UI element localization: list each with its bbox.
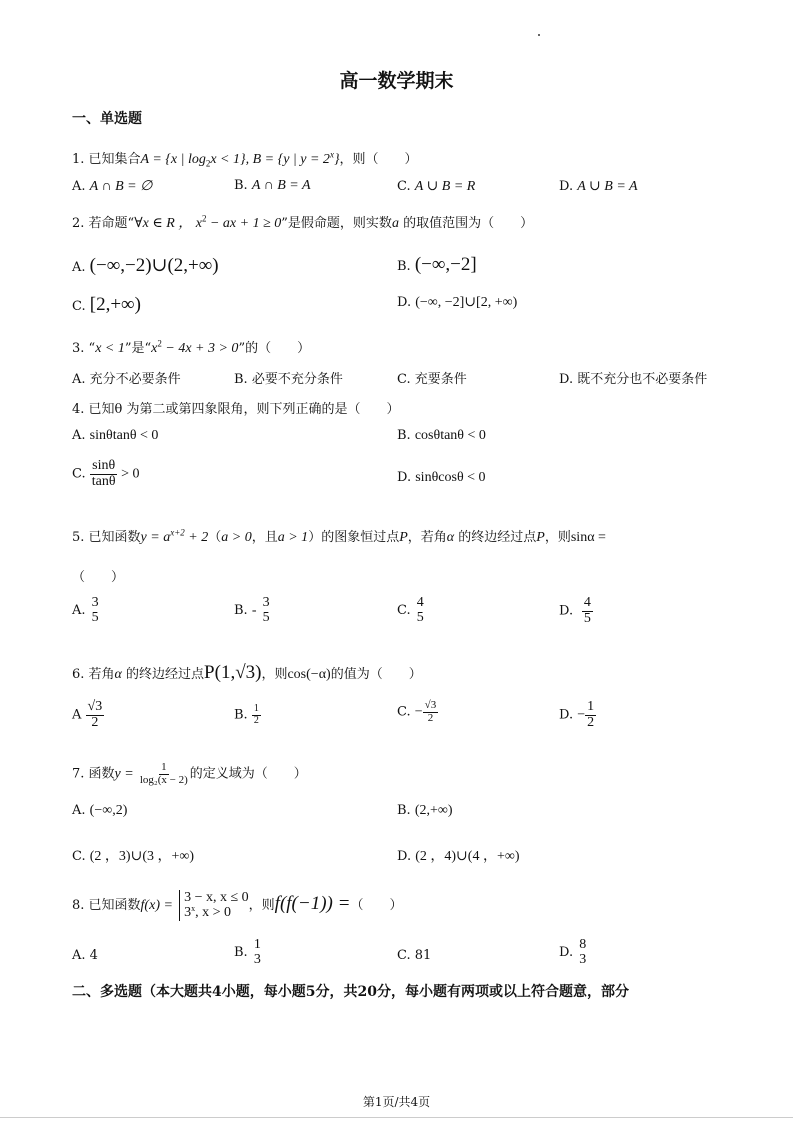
page-title: 高一数学期末: [339, 70, 454, 92]
question-4-stem: 4. 已知θ 为第二或第四象限角，则下列正确的是（ ）: [72, 402, 400, 417]
question-6-option-a: A $\frac{√3}{2}$: [72, 699, 103, 730]
section-heading-single-choice: 一、单选题: [72, 111, 142, 127]
page-footer: 第1页/共4页: [362, 1095, 431, 1109]
bottom-divider: [0, 1117, 793, 1118]
question-7-option-d: D. (2 ，4)∪(4 ，+∞): [397, 849, 520, 864]
question-2-option-c: C. [2,+∞): [72, 294, 141, 315]
question-5-option-b: B. - 3 5: [234, 595, 270, 625]
question-3-stem: 3. “x < 1”是“$x^2 - 4x + 3 > 0$”的（ ）: [72, 338, 311, 356]
question-3-option-c: C. 充要条件: [397, 372, 467, 387]
question-1-option-b: B. A ∩ B = A: [234, 178, 311, 193]
question-5-option-a: A. 3 5: [72, 595, 99, 625]
question-7-stem: 7. 函数y = $\frac{1}{\text{log₂(x − 2)}}$ 的定义域为（ ）: [72, 761, 307, 786]
section-heading-multiple-choice: 二、多选题（本大题共4小题，每小题5分，共20分，每小题有两项或以上符合题意，部分: [72, 984, 629, 1000]
question-2-stem: 2. 若命题“∀x ∈ R ， $x^2$ − ax + 1 ≥ 0”是假命题，则实数a 的取值范围为（ ）: [72, 213, 534, 231]
question-5-stem: 5. 已知函数$y = a^{x+2} + 2(a > 0$，且a > 1）的图象恒过点P，若角α 的终边经过点P，则sinα =: [72, 527, 606, 545]
question-1-option-c: C. A ∪ B = R: [397, 179, 476, 194]
question-2-option-a: A. (−∞,−2)∪(2,+∞): [72, 255, 219, 276]
piecewise-cases: 3 − x, x ≤ 0 3$^x$, x > 0: [179, 890, 249, 921]
question-4-option-b: B. cosθtanθ < 0: [397, 428, 486, 443]
question-5-stem-line2: （ ）: [72, 570, 125, 585]
stray-dot: [538, 34, 540, 36]
question-8-option-d: D. 8 3: [559, 937, 587, 967]
question-2-option-b: B. (−∞,−2]: [397, 254, 477, 275]
question-2-option-d: D. (−∞, −2]∪[2, +∞): [397, 295, 518, 310]
question-5-option-d: D. $\frac{4}{5}$: [559, 595, 591, 626]
question-1-option-a: A. A ∩ B = ∅: [72, 179, 153, 194]
question-3-option-a: A. 充分不必要条件: [72, 372, 181, 387]
question-6-stem: 6. 若角α 的终边经过点P(1,√3)，则cos(−α)的值为（ ）: [72, 662, 422, 683]
question-7-option-a: A. (−∞,2): [72, 803, 128, 818]
question-4-option-d: D. sinθcosθ < 0: [397, 470, 486, 485]
question-6-option-b: B. $\frac{1}{2}$: [234, 703, 259, 726]
question-1-option-d: D. A ∪ B = A: [559, 179, 638, 194]
question-6-option-d: D. − $\frac{1}{2}$: [559, 699, 595, 730]
question-1-stem: 1. 已知集合A = {x | $\log_2x < 1$}, B = {y | $y = 2^x$}，则（ ）: [72, 149, 418, 169]
question-8-option-c: C. 81: [397, 948, 432, 963]
question-4-option-a: A. sinθtanθ < 0: [72, 428, 159, 443]
question-7-option-c: C. (2 ，3)∪(3 ，+∞): [72, 849, 195, 864]
question-6-option-c: C. − $\frac{√3}{2}$: [397, 699, 437, 724]
question-4-option-c: C. $\frac{\sin\theta}{\tan\theta}$ > 0: [72, 458, 140, 489]
question-8-stem: 8. 已知函数f(x) = 3 − x, x ≤ 0 3$^x$, x > 0 ，则f(f(−1)) =（ ）: [72, 890, 403, 921]
question-8-option-b: B. 1 3: [234, 937, 261, 967]
question-3-option-d: D. 既不充分也不必要条件: [559, 372, 708, 387]
question-3-option-b: B. 必要不充分条件: [234, 372, 343, 387]
question-7-option-b: B. (2,+∞): [397, 803, 453, 818]
question-8-option-a: A. 4: [72, 948, 98, 963]
question-5-option-c: C. 4 5: [397, 595, 424, 625]
